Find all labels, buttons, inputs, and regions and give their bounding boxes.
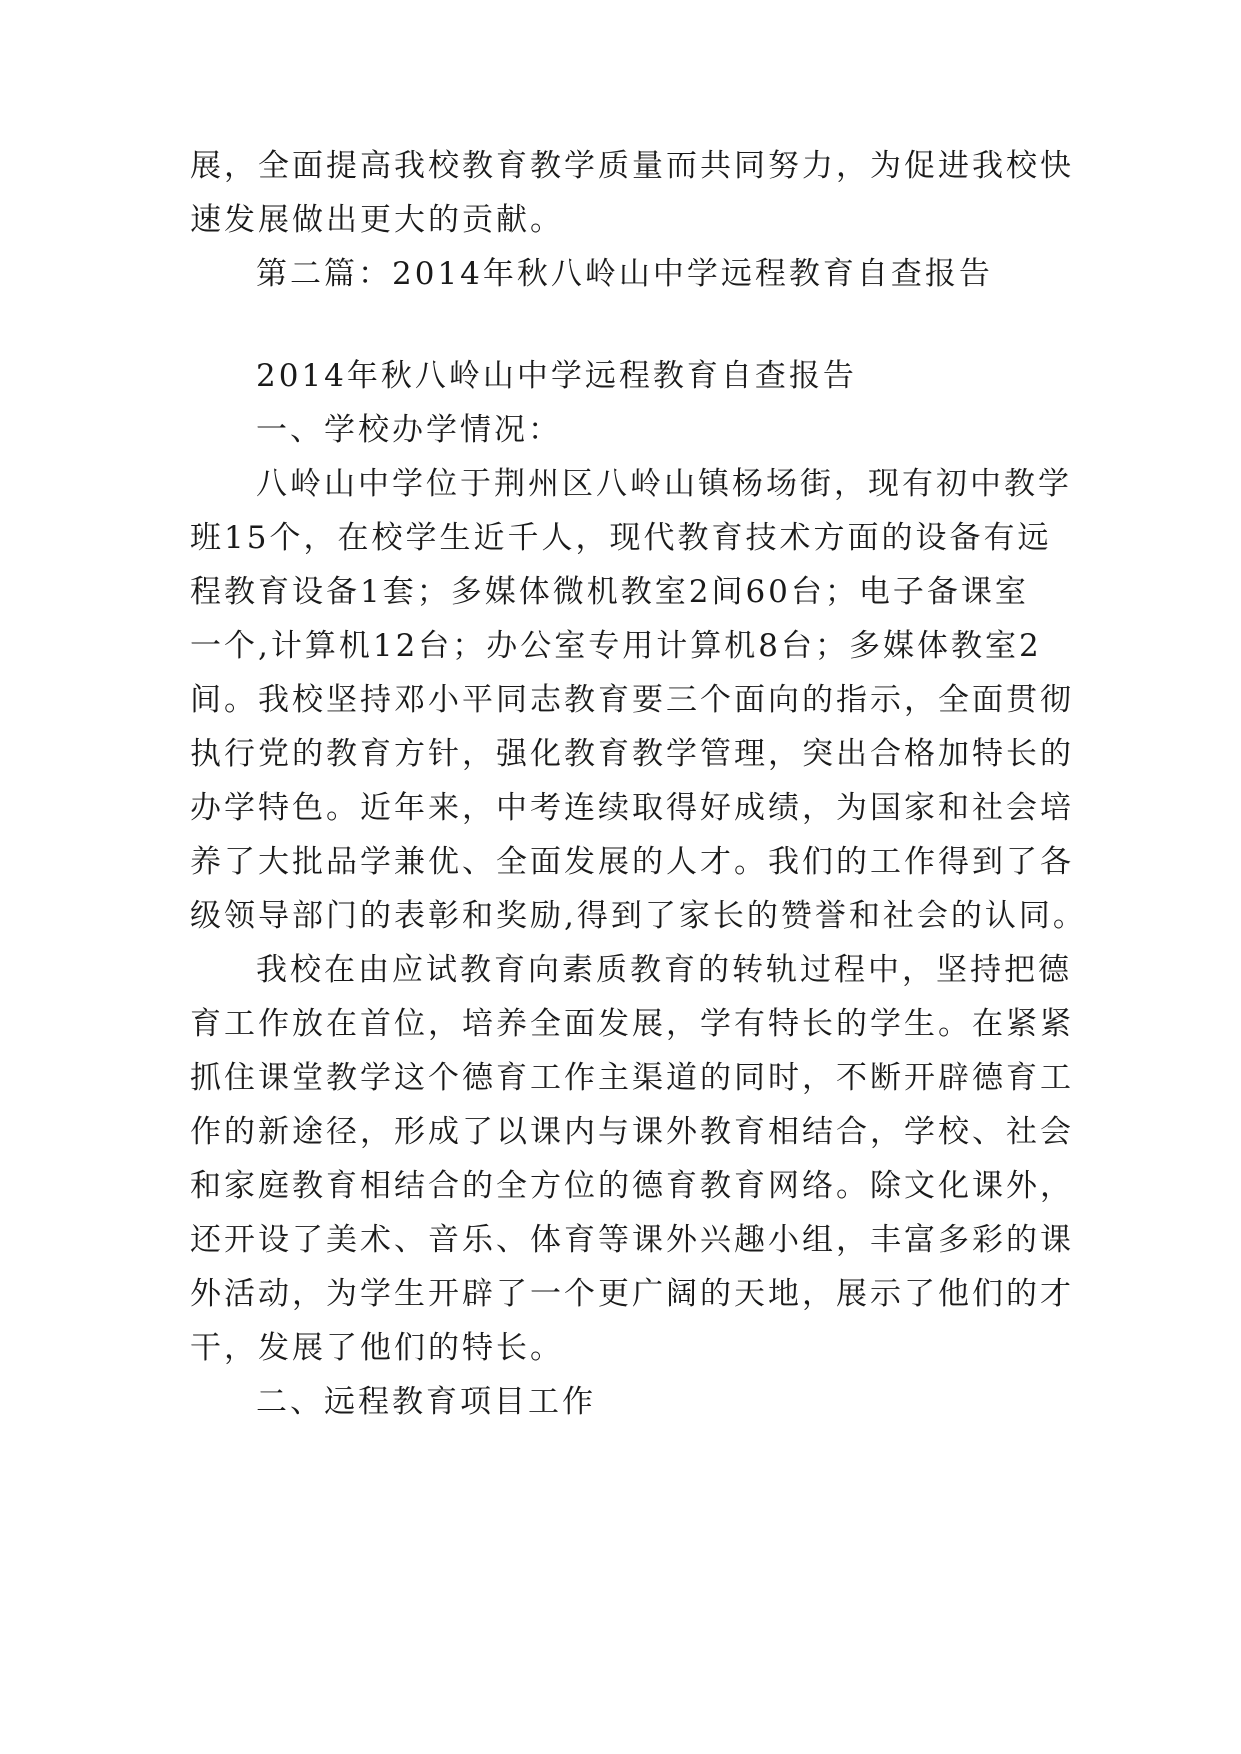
paragraph-line: 和家庭教育相结合的全方位的德育教育网络。除文化课外， xyxy=(190,1168,1074,1204)
section-heading: 一、学校办学情况： xyxy=(256,412,562,448)
paragraph-line: 级领导部门的表彰和奖励,得到了家长的赞誉和社会的认同。 xyxy=(190,898,1087,934)
paragraph-line: 外活动，为学生开辟了一个更广阔的天地，展示了他们的才 xyxy=(190,1276,1074,1312)
paragraph-line: 干，发展了他们的特长。 xyxy=(190,1330,564,1366)
paragraph-line: 我校在由应试教育向素质教育的转轨过程中，坚持把德 xyxy=(256,952,1072,988)
paragraph-line: 育工作放在首位，培养全面发展，学有特长的学生。在紧紧 xyxy=(190,1006,1074,1042)
section-heading: 二、远程教育项目工作 xyxy=(256,1384,596,1420)
paragraph-line: 还开设了美术、音乐、体育等课外兴趣小组，丰富多彩的课 xyxy=(190,1222,1074,1258)
paragraph-line: 间。我校坚持邓小平同志教育要三个面向的指示，全面贯彻 xyxy=(190,682,1074,718)
report-title: 2014年秋八岭山中学远程教育自查报告 xyxy=(256,358,857,394)
paragraph-line: 速发展做出更大的贡献。 xyxy=(190,202,564,238)
paragraph-line: 养了大批品学兼优、全面发展的人才。我们的工作得到了各 xyxy=(190,844,1074,880)
paragraph-line: 展，全面提高我校教育教学质量而共同努力，为促进我校快 xyxy=(190,148,1074,184)
paragraph-line: 班15个，在校学生近千人，现代教育技术方面的设备有远 xyxy=(190,520,1052,556)
paragraph-line: 作的新途径，形成了以课内与课外教育相结合，学校、社会 xyxy=(190,1114,1074,1150)
paragraph-line: 抓住课堂教学这个德育工作主渠道的同时，不断开辟德育工 xyxy=(190,1060,1074,1096)
section-heading: 第二篇：2014年秋八岭山中学远程教育自查报告 xyxy=(256,256,993,292)
paragraph-line: 办学特色。近年来，中考连续取得好成绩，为国家和社会培 xyxy=(190,790,1074,826)
paragraph-line: 一个,计算机12台；办公室专用计算机8台；多媒体教室2 xyxy=(190,628,1042,664)
paragraph-line: 程教育设备1套；多媒体微机教室2间60台；电子备课室 xyxy=(190,574,1029,610)
paragraph-line: 执行党的教育方针，强化教育教学管理，突出合格加特长的 xyxy=(190,736,1074,772)
paragraph-line: 八岭山中学位于荆州区八岭山镇杨场街，现有初中教学 xyxy=(256,466,1072,502)
